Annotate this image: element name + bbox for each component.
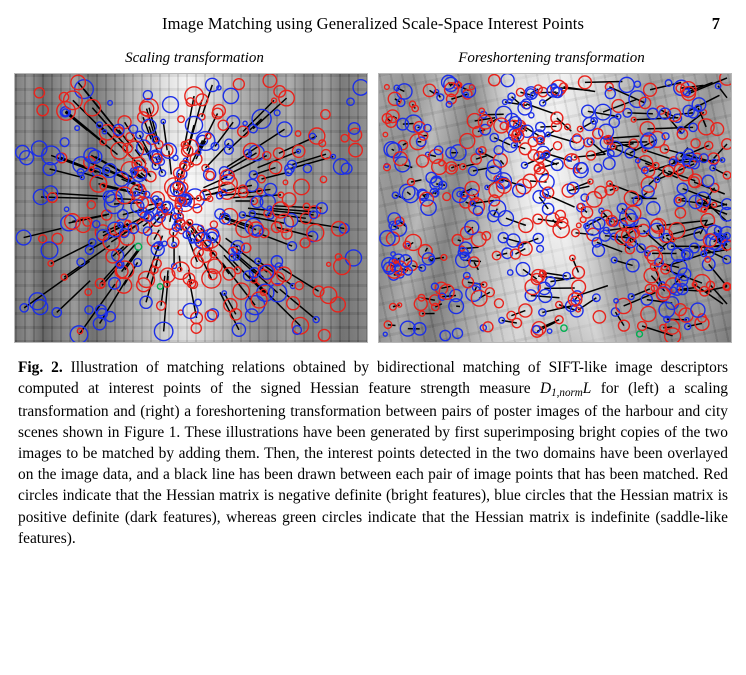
scaling-transformation-image bbox=[14, 73, 368, 343]
math-symbol: D bbox=[540, 380, 551, 397]
figure-caption-text-2: for (left) a scaling transformation and (right) a foreshortening transformation between pairs of poster images of the harbour and city scenes shown in Figure 1. These illustrations have been generated by first superimposing bright copies of the two images to be matched by adding them. Then, the interest points detected in the two domains have been overlayed on the image data, and a black line has been drawn between each pair of image points that has been matched. Red circles indicate that the Hessian matrix is negative definite (bright features), blue circles that the Hessian matrix is positive definite (dark features), whereas green circles indicate that the Hessian matrix is indefinite (saddle-like features). bbox=[18, 380, 728, 547]
running-title: Image Matching using Generalized Scale-Space Interest Points bbox=[14, 14, 732, 34]
paper-page bbox=[0, 10, 746, 675]
right-panel-caption: Foreshortening transformation bbox=[373, 50, 730, 67]
scaling-match-overlay bbox=[15, 74, 367, 342]
figure-2 bbox=[14, 50, 732, 343]
figure-panels bbox=[14, 73, 732, 343]
foreshortening-transformation-image bbox=[378, 73, 732, 343]
figure-caption bbox=[14, 357, 732, 549]
running-head bbox=[14, 10, 732, 44]
page-number: 7 bbox=[712, 14, 720, 34]
math-operand: L bbox=[583, 380, 592, 397]
math-subscript: 1,norm bbox=[551, 387, 583, 399]
figure-caption-label: Fig. 2. bbox=[18, 359, 63, 376]
left-panel-caption: Scaling transformation bbox=[16, 50, 373, 67]
panel-caption-row bbox=[14, 50, 732, 67]
foreshortening-match-overlay bbox=[379, 74, 731, 342]
figure-caption-text-1: Illustration of matching relations obtained by bidirectional matching of SIFT-like image descriptors computed at interest points of the signed Hessian feature strength measure bbox=[18, 359, 728, 397]
